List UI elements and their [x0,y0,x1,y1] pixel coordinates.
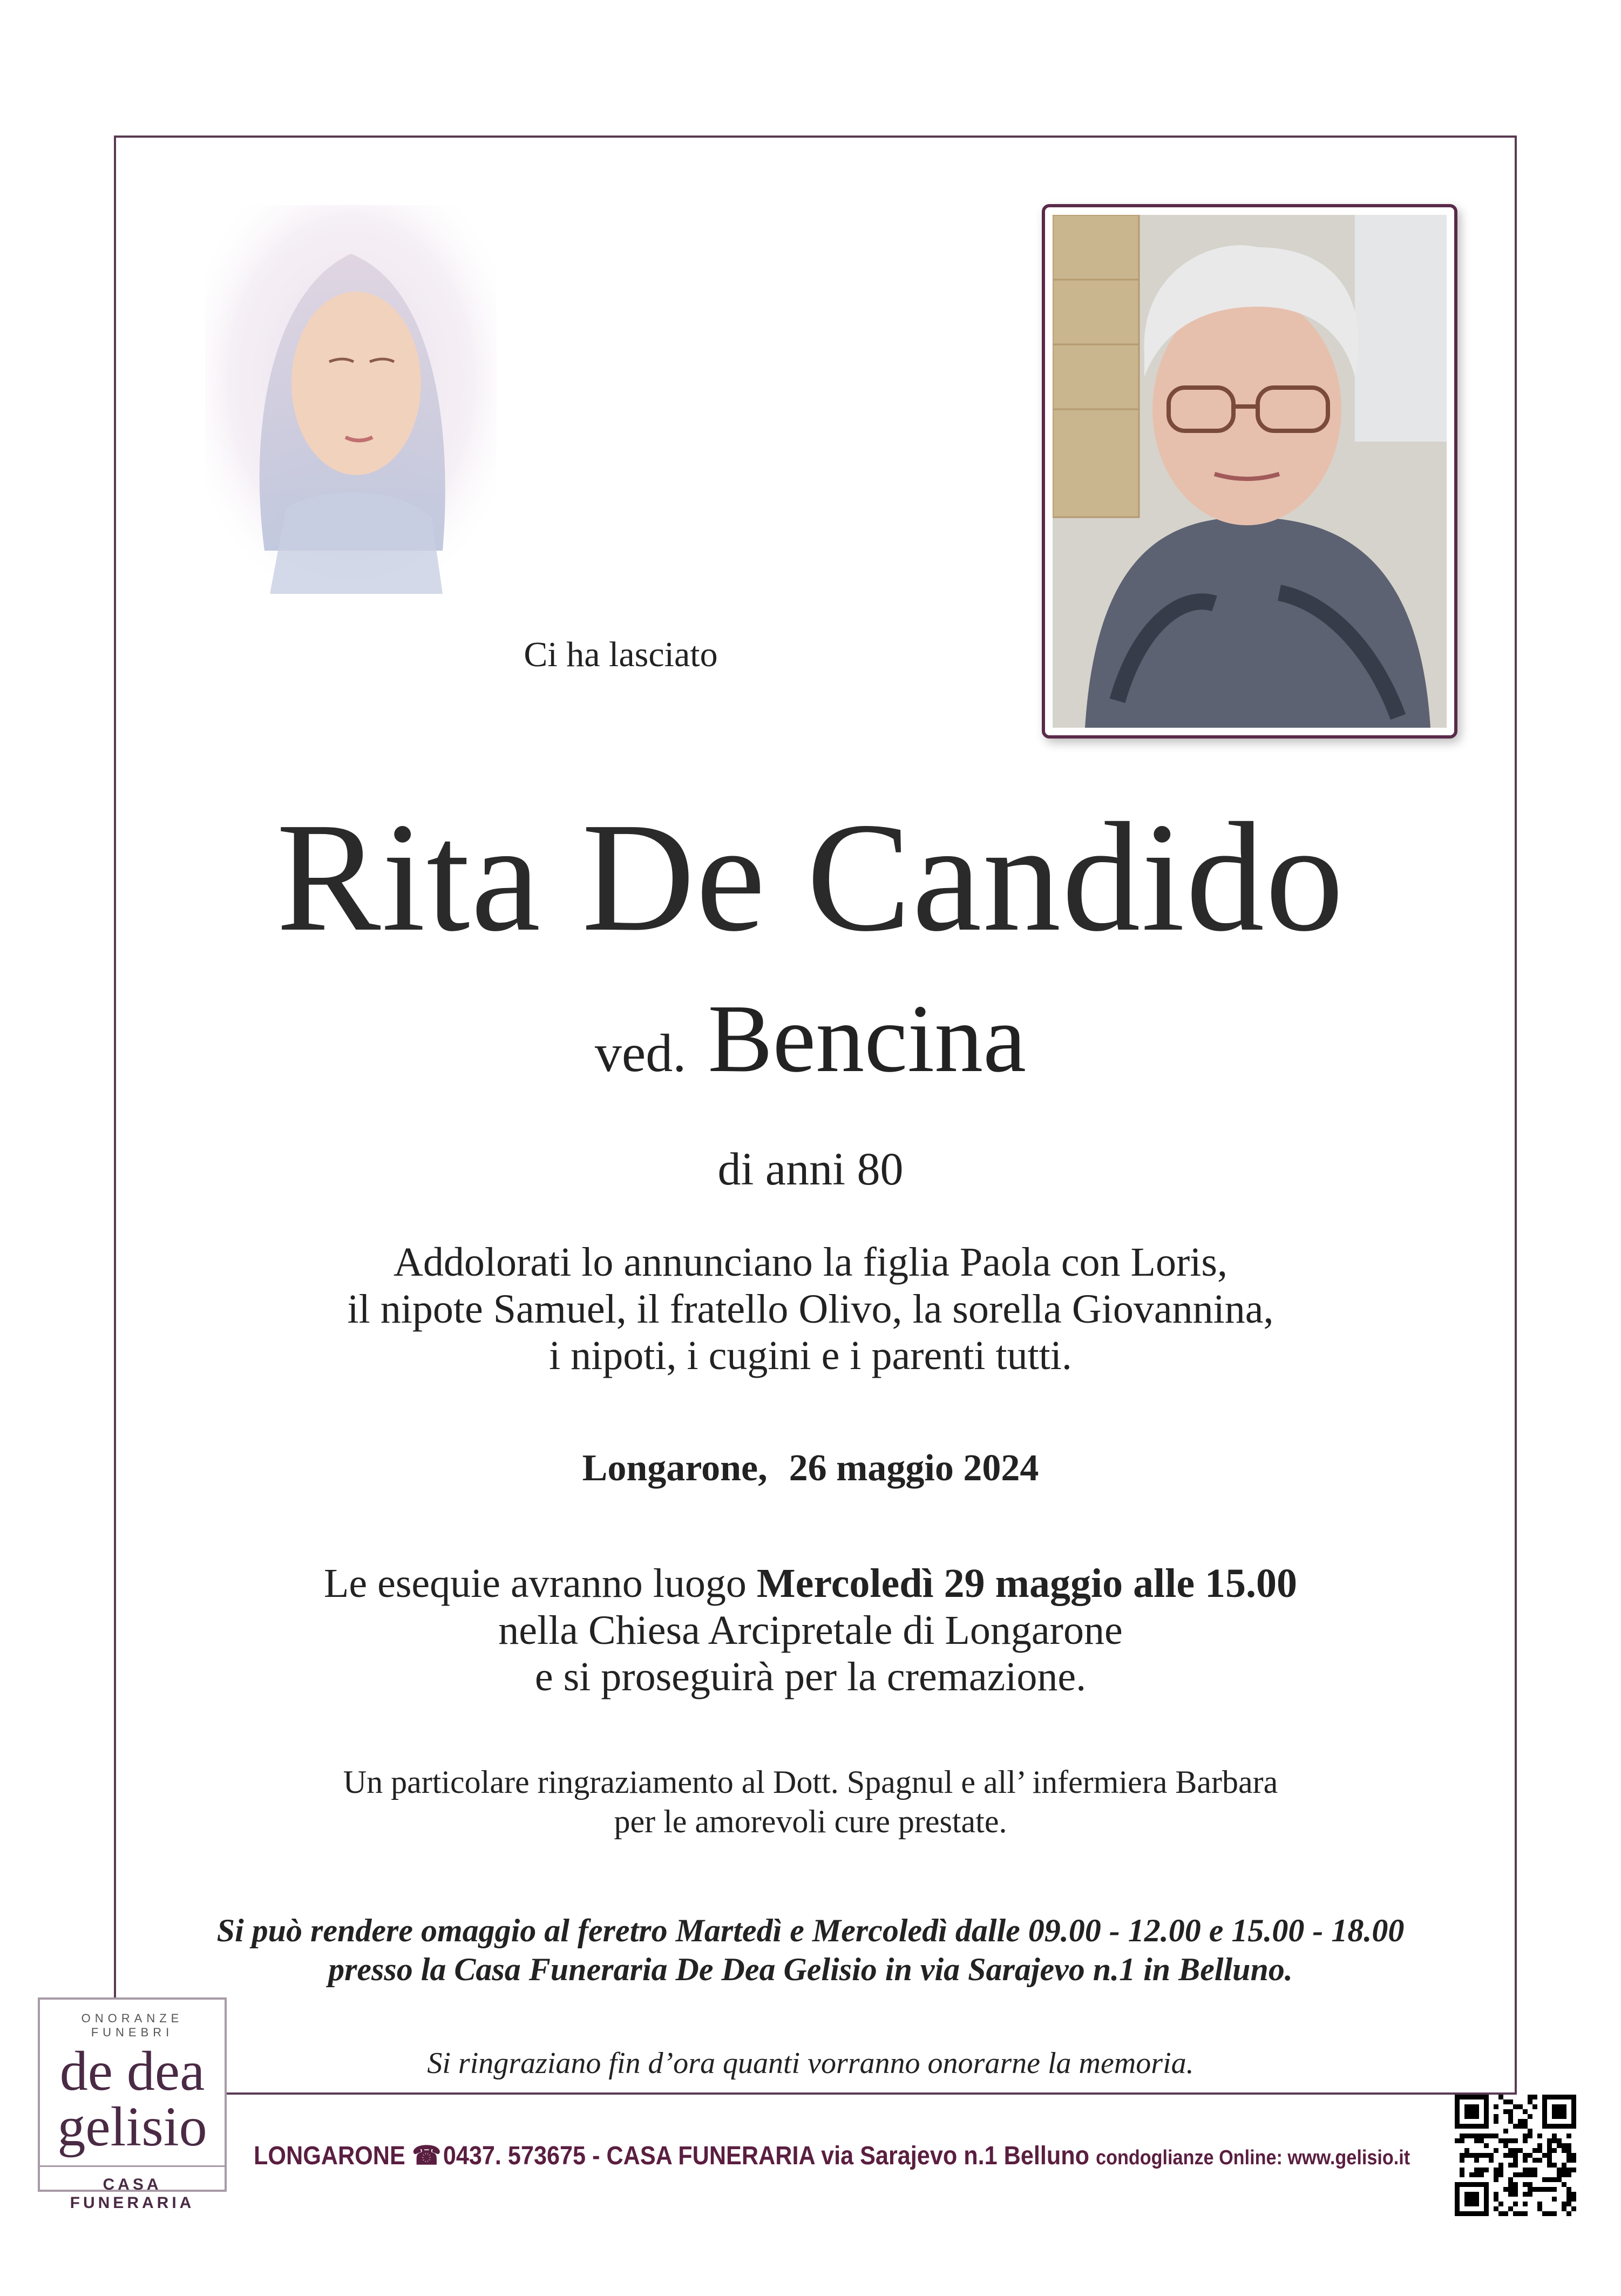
footer-contact [254,2141,1410,2171]
thanks-line: Un particolare ringraziamento al Dott. Spagnul e all’ infermiera Barbara [343,1764,1278,1800]
family-line: il nipote Samuel, il fratello Olivo, la sorella Giovannina, [347,1286,1274,1332]
closing-text: Si ringraziano fin d’ora quanti vorranno onorarne la memoria. [427,2047,1194,2080]
visit-line: Si può rendere omaggio al feretro Martedì e Mercoledì dalle 09.00 - 12.00 e 15.00 - 18.00 [216,1913,1405,1948]
married-name: Bencina [708,985,1027,1092]
funeral-line: Le esequie avranno luogo Mercoledì 29 maggio alle 15.00 [323,1561,1298,1606]
ved-prefix: ved. [594,1023,687,1083]
logo-name-line2: gelisio [57,2096,207,2158]
deceased-name: Rita De Candido [276,790,1345,964]
date: 26 maggio 2024 [789,1447,1039,1489]
qr-code[interactable] [1455,2095,1576,2216]
age-text: di anni 80 [717,1143,904,1195]
visitation-info [0,1911,1621,1989]
widow-line [0,983,1621,1094]
funeral-line: nella Chiesa Arcipretale di Longarone [498,1607,1123,1653]
portrait-photo [1042,204,1457,739]
funeral-datetime: Mercoledì 29 maggio alle 15.00 [756,1561,1298,1606]
thanks-line: per le amorevoli cure prestate. [614,1804,1007,1840]
intro-text: Ci ha lasciato [524,635,718,674]
logo-bottom-text: CASA FUNERARIA [70,2175,195,2212]
visit-line: presso la Casa Funeraria De Dea Gelisio in via Sarajevo n.1 in Belluno. [328,1952,1293,1987]
thanks-text [0,1763,1621,1841]
logo-top-text: ONORANZE FUNEBRI [81,2011,184,2039]
family-line: Addolorati lo annunciano la figlia Paola con Loris, [394,1240,1227,1285]
madonna-image [205,205,497,594]
funeral-home-logo [38,1997,227,2212]
logo-divider [40,2165,225,2167]
logo-name-line1: de dea [59,2040,205,2102]
footer-online[interactable]: condoglianze Online: www.gelisio.it [1096,2146,1410,2169]
funeral-line: e si proseguirà per la cremazione. [534,1654,1087,1700]
footer-phone: 0437. 573675 - CASA FUNERARIA via Sarajevo n.1 Belluno [443,2142,1090,2170]
place-date [0,1447,1621,1490]
footer-city: LONGARONE [254,2142,405,2170]
phone-icon: ☎ [412,2142,442,2170]
family-announcement [0,1239,1621,1379]
place: Longarone, [582,1447,768,1489]
funeral-details [0,1560,1621,1701]
family-line: i nipoti, i cugini e i parenti tutti. [549,1333,1072,1379]
